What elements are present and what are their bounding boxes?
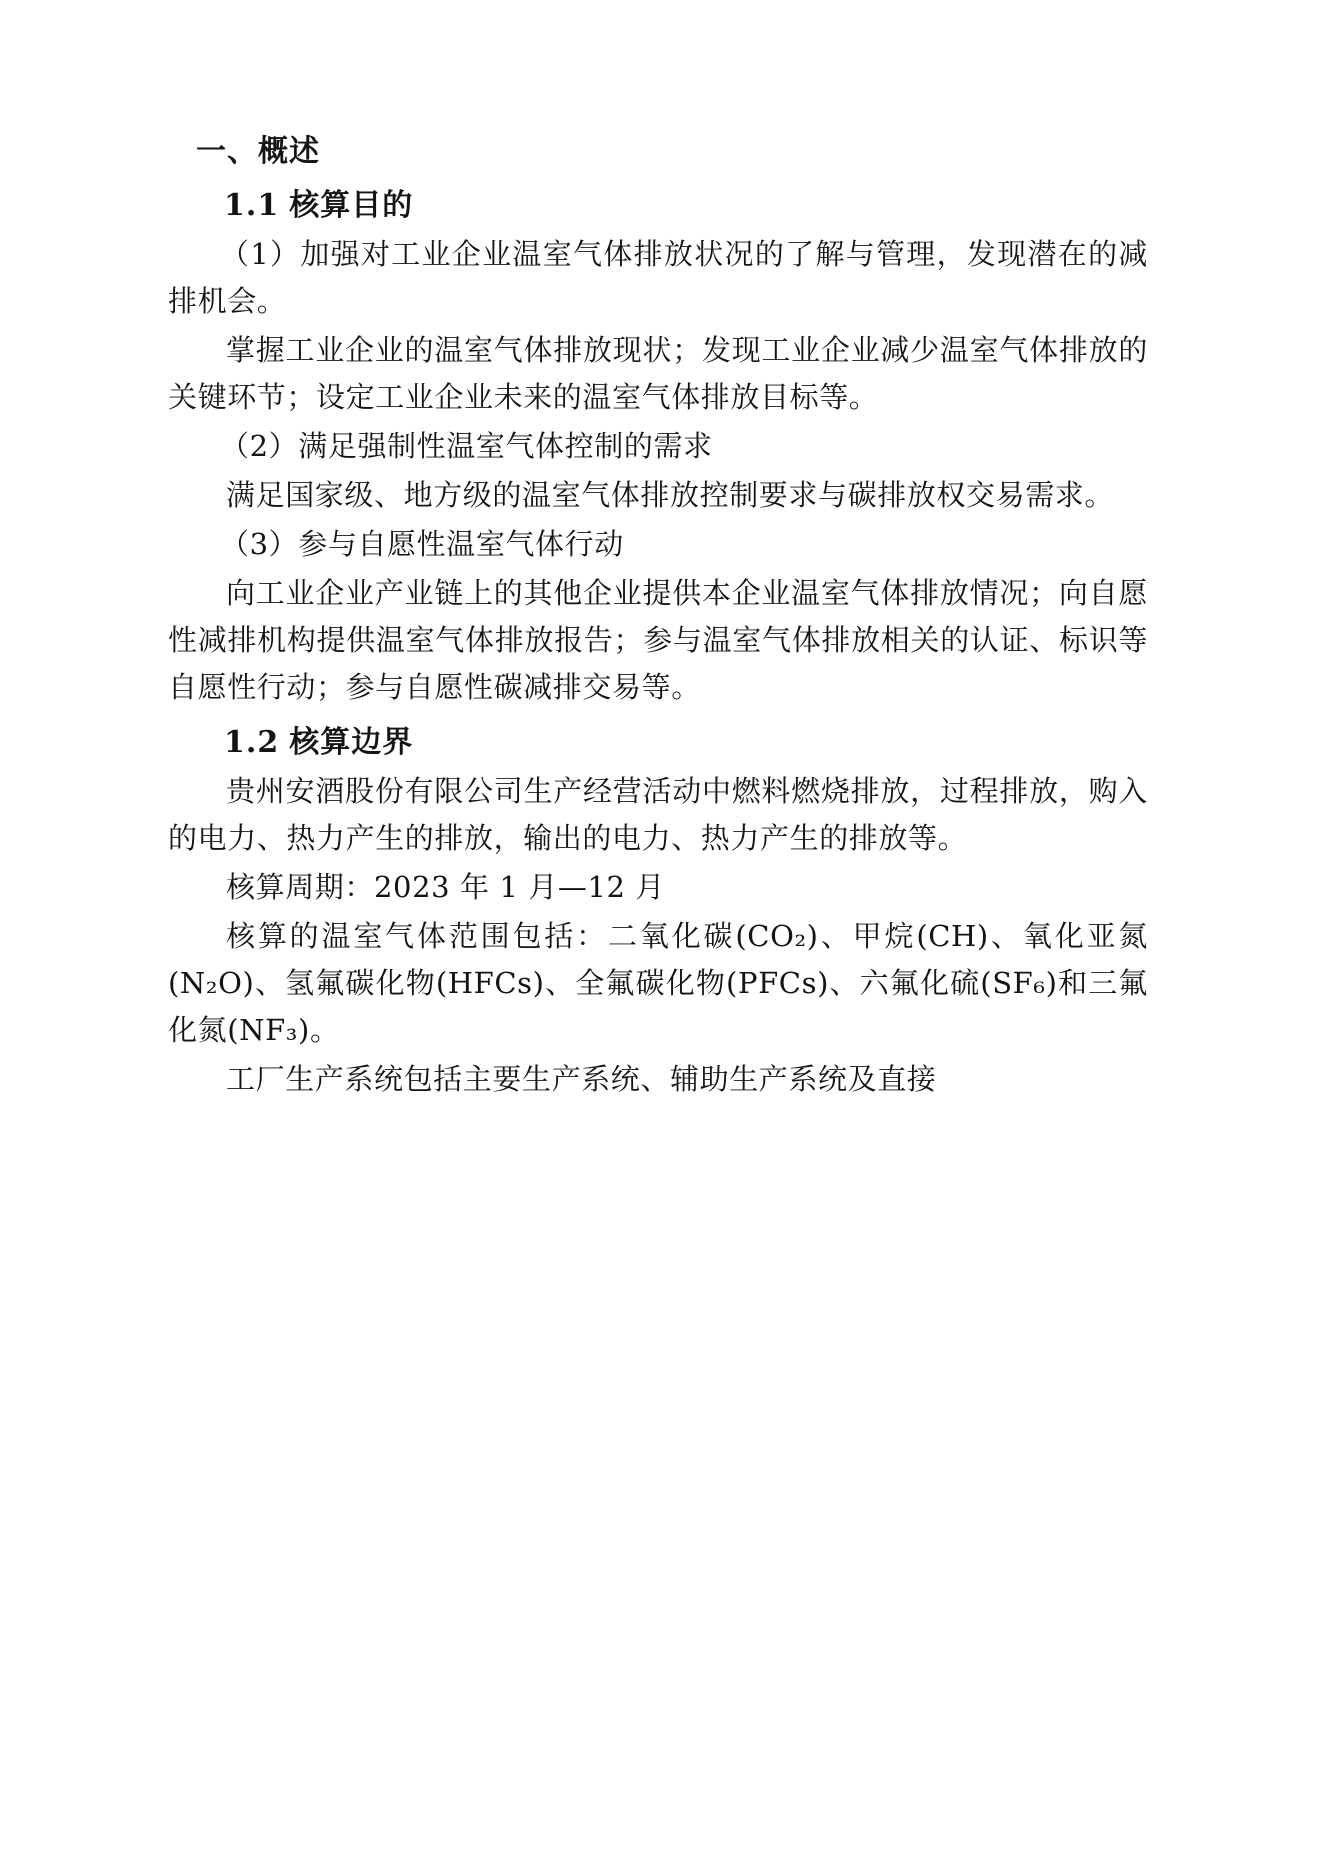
paragraph-1-1-5: （3）参与自愿性温室气体行动 bbox=[220, 526, 624, 561]
paragraph-1-2-4: 工厂生产系统包括主要生产系统、辅助生产系统及直接 bbox=[226, 1062, 937, 1096]
paragraph-1-1-2: 掌握工业企业的温室气体排放现状；发现工业企业减少温室气体排放的关键环节；设定工业企业未来的温室气体排放目标等。 bbox=[168, 332, 1148, 414]
paragraph-1-1-1: （1）加强对工业企业温室气体排放状况的了解与管理，发现潜在的减排机会。 bbox=[168, 237, 1148, 318]
subsection-title-1-2: 核算边界 bbox=[289, 724, 414, 760]
document-body bbox=[168, 130, 1148, 1105]
subsection-number-1-2: 1.2 bbox=[224, 724, 280, 760]
paragraph-1-1-6: 向工业企业产业链上的其他企业提供本企业温室气体排放情况；向自愿性减排机构提供温室气体排放报告；参与温室气体排放相关的认证、标识等自愿性行动；参与自愿性碳减排交易等。 bbox=[168, 575, 1148, 704]
subsection-heading-1-1 bbox=[168, 184, 1148, 228]
paragraph-1-2-3: 核算的温室气体范围包括：二氧化碳(CO₂)、甲烷(CH)、氧化亚氮(N₂O)、氢氟碳化物(HFCs)、全氟碳化物(PFCs)、六氟化硫(SF₆)和三氟化氮(NF₃)。 bbox=[168, 919, 1148, 1048]
subsection-number-1-1: 1.1 bbox=[224, 187, 280, 223]
paragraph-1-2-1: 贵州安酒股份有限公司生产经营活动中燃料燃烧排放，过程排放，购入的电力、热力产生的排放，输出的电力、热力产生的排放等。 bbox=[168, 774, 1148, 856]
section-heading-overview: 一、概述 bbox=[196, 134, 320, 169]
paragraph-1-1-4: 满足国家级、地方级的温室气体排放控制要求与碳排放权交易需求。 bbox=[226, 477, 1115, 512]
subsection-heading-1-2 bbox=[168, 721, 1148, 765]
paragraph-1-2-2: 核算周期：2023 年 1 月—12 月 bbox=[226, 870, 666, 905]
subsection-title-1-1: 核算目的 bbox=[289, 187, 414, 223]
paragraph-1-1-3: （2）满足强制性温室气体控制的需求 bbox=[220, 428, 713, 463]
